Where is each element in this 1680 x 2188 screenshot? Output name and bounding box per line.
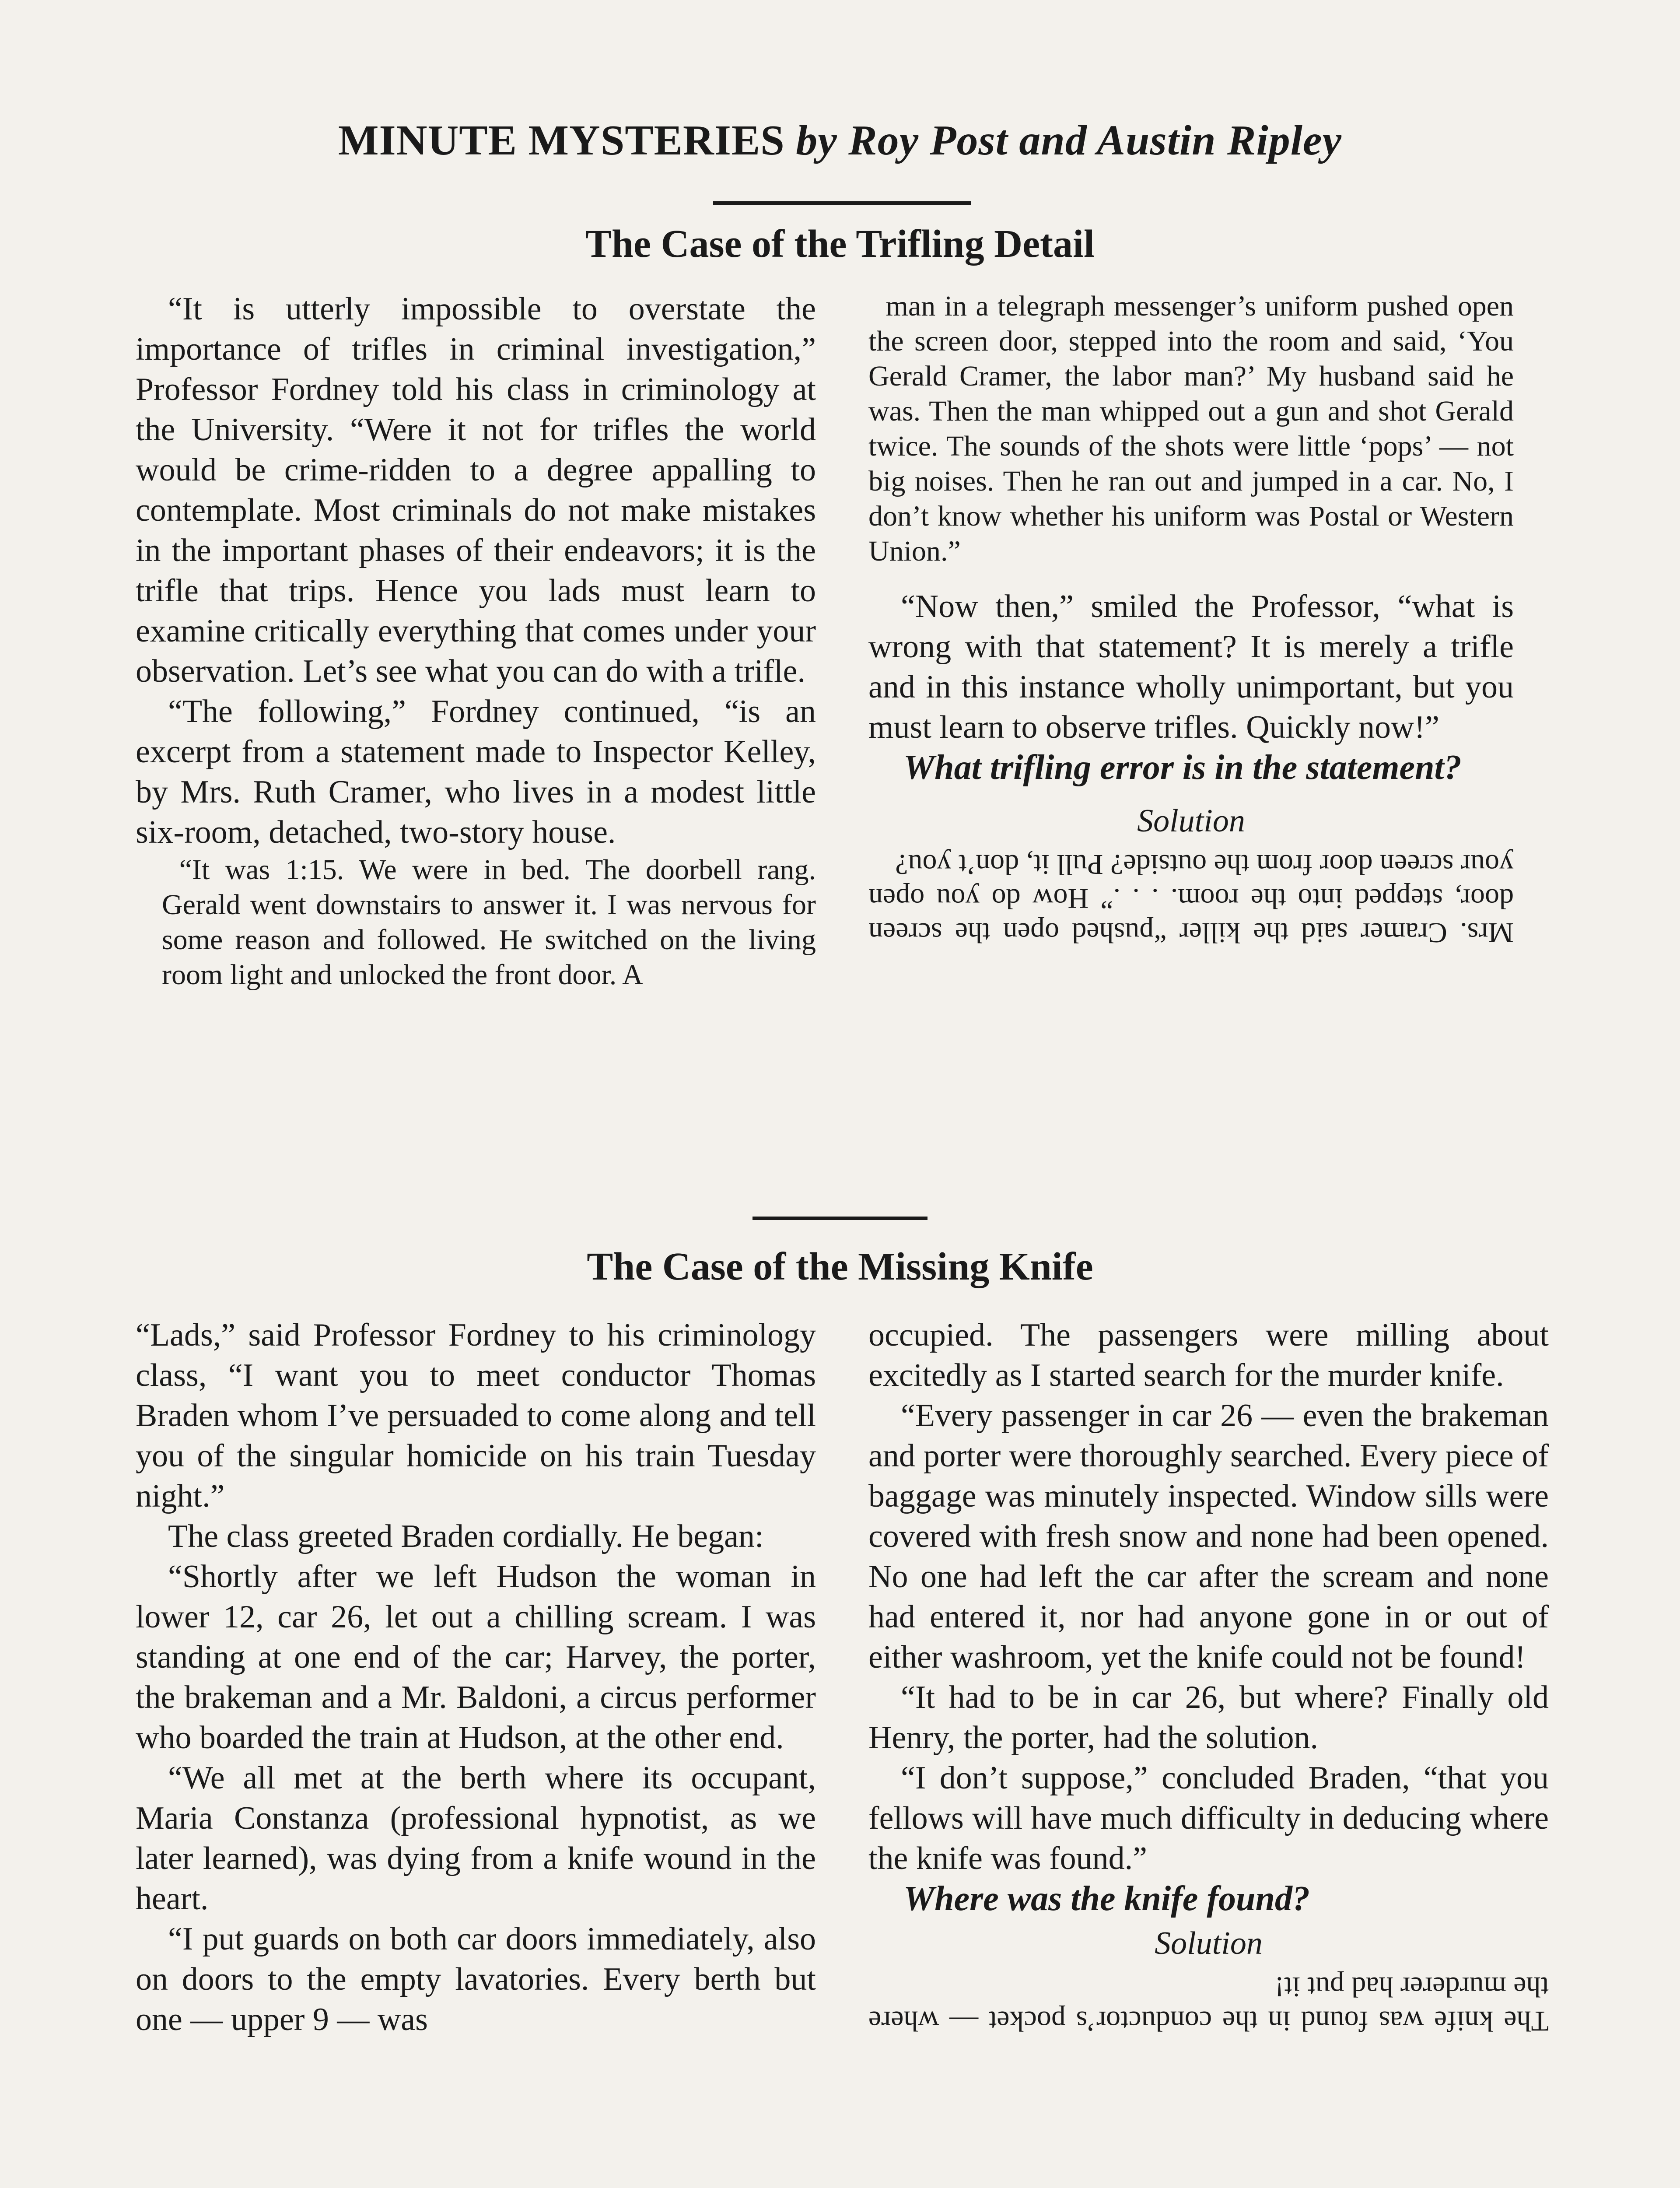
case1-solution-upside-down: Mrs. Cramer said the killer “pushed open the screen door, stepped into the room. . . .” How do you open your screen door from the outside? Pull it, don’t you? <box>868 849 1514 949</box>
header-byline: by Roy Post and Austin Ripley <box>796 117 1342 164</box>
case1-right-column <box>868 289 1514 950</box>
case2-solution-label: Solution <box>1155 1925 1263 1961</box>
case2-paragraph: “We all met at the berth where its occupant, Maria Constanza (professional hypnotist, as we later learned), was dying from a knife wound in the heart. <box>136 1760 816 1917</box>
case1-statement-quote-cont: man in a telegraph messenger’s uniform pushed open the screen door, stepped into the room and said, ‘You Gerald Cramer, the labor man?’ My husband said he was. Then the man whipped out a gun and shot Gerald twice. The sounds of the shots were little ‘pops’ — not big noises. Then he ran out and jumped in a car. No, I don’t know whether his uniform was Postal or Western Union.” <box>868 290 1514 567</box>
header-title: MINUTE MYSTERIES <box>338 117 785 164</box>
case2-paragraph: “I put guards on both car doors immediately, also on doors to the empty lavatories. Every berth but one — upper 9 — was <box>136 1921 816 2037</box>
case2-question: Where was the knife found? <box>903 1879 1310 1918</box>
case2-paragraph: “It had to be in car 26, but where? Finally old Henry, the porter, had the solution. <box>868 1680 1549 1756</box>
divider-rule <box>713 201 971 205</box>
page-header <box>0 117 1680 165</box>
case1-question: What trifling error is in the statement? <box>903 748 1462 787</box>
case1-statement-quote: “It was 1:15. We were in bed. The doorbell rang. Gerald went downstairs to answer it. I was nervous for some reason and followed. He switched on the living room light and unlocked the front door. A <box>162 854 816 991</box>
case2-paragraph: “Every passenger in car 26 — even the brakeman and porter were thoroughly searched. Every piece of baggage was minutely inspected. Window sills were covered with fresh snow and none had been opened. No one had left the car after the scream and none had entered it, nor had anyone gone in or out of either washroom, yet the knife could not be found! <box>868 1398 1549 1675</box>
case2-solution-upside-down: The knife was found in the conductor’s pocket — where the murderer had put it! <box>868 1971 1549 2037</box>
case1-title: The Case of the Trifling Detail <box>585 222 1095 266</box>
case2-paragraph: “Shortly after we left Hudson the woman in lower 12, car 26, let out a chilling scream. I was standing at one end of the car; Harvey, the porter, the brakeman and a Mr. Baldoni, a circus performer who boarded the train at Hudson, at the other end. <box>136 1559 816 1756</box>
case1-solution-label: Solution <box>1137 803 1245 839</box>
divider-rule <box>752 1217 928 1220</box>
case2-left-column <box>136 1315 816 2040</box>
case2-title: The Case of the Missing Knife <box>587 1245 1093 1288</box>
case2-right-column <box>868 1315 1549 2038</box>
case1-left-column <box>136 289 816 992</box>
case1-paragraph: “It is utterly impossible to overstate the importance of trifles in criminal investigation,” Professor Fordney told his class in criminology at the University. “Were it not for trifles the world would be crime-ridden to a degree appalling to contemplate. Most criminals do not make mistakes in the important phases of their endeavors; it is the trifle that trips. Hence you lads must learn to examine critically everything that comes under your observation. Let’s see what you can do with a trifle. <box>136 291 816 689</box>
case2-paragraph: occupied. The passengers were milling about excitedly as I started search for the murder knife. <box>868 1317 1549 1393</box>
case2-paragraph: “I don’t suppose,” concluded Braden, “that you fellows will have much difficulty in deducing where the knife was found.” <box>868 1760 1549 1876</box>
case2-paragraph: The class greeted Braden cordially. He began: <box>168 1518 764 1554</box>
case1-paragraph: “The following,” Fordney continued, “is an excerpt from a statement made to Inspector Kelley, by Mrs. Ruth Cramer, who lives in a modest little six-room, detached, two-story house. <box>136 694 816 850</box>
case2-paragraph: “Lads,” said Professor Fordney to his criminology class, “I want you to meet conductor Thomas Braden whom I’ve persuaded to come along and tell you of the singular homicide on his train Tuesday night.” <box>136 1317 816 1514</box>
case1-paragraph: “Now then,” smiled the Professor, “what is wrong with that statement? It is merely a trifle and in this instance wholly unimportant, but you must learn to observe trifles. Quickly now!” <box>868 589 1514 745</box>
